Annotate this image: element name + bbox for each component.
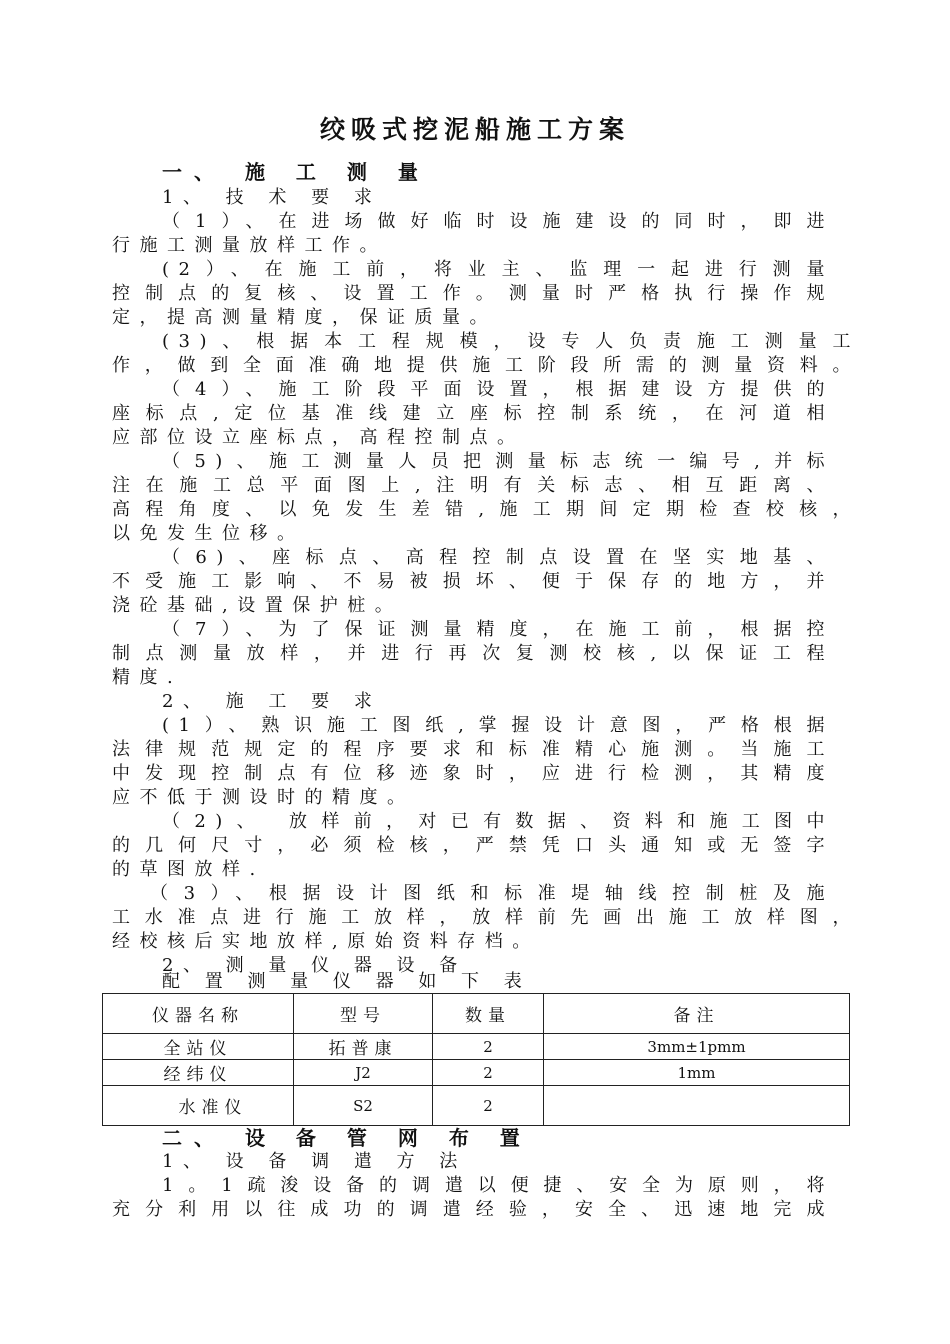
- section-1-heading: 一、 施 工 测 量: [162, 160, 430, 184]
- paragraph-line: 1。1疏浚设备的调遣以便捷、安全为原则，将: [162, 1175, 834, 1196]
- paragraph-line: 中发现控制点有位移迹象时，应进行检测，其精度: [112, 763, 834, 784]
- paragraph-line: 浇砼基础,设置保护桩。: [112, 595, 403, 616]
- paragraph-line: 不受施工影响、不易被损坏、便于保存的地方，并: [112, 571, 834, 592]
- table-header-row: [103, 994, 850, 1034]
- paragraph-line: 精度.: [112, 667, 183, 688]
- paragraph-line: (1）、熟识施工图纸,掌握设计意图，严格根据: [162, 715, 834, 736]
- paragraph-line: 应不低于测设时的精度。: [112, 787, 415, 808]
- table-row: [103, 1060, 850, 1086]
- table-cell: 全站仪: [103, 1034, 294, 1060]
- table-cell: 水准仪: [103, 1086, 294, 1126]
- table-row: [103, 1086, 850, 1126]
- table-cell: 2: [433, 1060, 544, 1086]
- document-title: 绞吸式挖泥船施工方案: [319, 115, 630, 144]
- paragraph-line: 充分利用以往成功的调遣经验，安全、迅速地完成: [112, 1199, 834, 1220]
- paragraph-line: 的几何尺寸，必须检核，严禁凭口头通知或无签字: [112, 835, 834, 856]
- paragraph-line: 应部位设立座标点，高程控制点。: [112, 427, 525, 448]
- subheading-technical-requirements: 1、 技 术 要 求: [162, 187, 382, 208]
- table-header-cell: 型号: [294, 994, 433, 1034]
- paragraph-line: 行施工测量放样工作。: [112, 235, 387, 256]
- paragraph-line: 经校核后实地放样,原始资料存档。: [112, 931, 540, 952]
- table-header-cell: 仪器名称: [103, 994, 294, 1034]
- paragraph-line: （4）、施工阶段平面设置，根据建设方提供的: [162, 379, 834, 400]
- paragraph-line: 法律规范规定的程序要求和标准精心施测。当施工: [112, 739, 834, 760]
- instrument-table: [102, 993, 850, 1126]
- paragraph-line: （6)、座标点、高程控制点设置在坚实地基、: [162, 547, 834, 568]
- subheading-construction-requirements: 2、 施 工 要 求: [162, 691, 382, 712]
- paragraph-line: 注在施工总平面图上,注明有关标志、相互距离、: [112, 475, 834, 496]
- table-caption: 配 置 测 量 仪 器 如 下 表: [162, 971, 532, 992]
- subheading-survey-instruments: 2、 测 量 仪 器 设 备: [162, 955, 467, 976]
- table-cell: J2: [294, 1060, 433, 1086]
- paragraph-line: 座标点,定位基准线建立座标控制系统，在河道相: [112, 403, 834, 424]
- paragraph-line: 控制点的复核、设置工作。测量时严格执行操作规: [112, 283, 834, 304]
- paragraph-line: （3）、根据设计图纸和标准堤轴线控制桩及施: [150, 883, 834, 904]
- paragraph-line: 定，提高测量精度，保证质量。: [112, 307, 497, 328]
- paragraph-line: （2)、 放样前，对已有数据、资料和施工图中: [162, 811, 834, 832]
- subheading-equipment-dispatch: 1、 设 备 调 遣 方 法: [162, 1151, 467, 1172]
- table-cell: 3mm±1pmm: [544, 1034, 850, 1060]
- paragraph-line: (3)、根据本工程规模，设专人负责施工测量工: [162, 331, 860, 352]
- paragraph-line: 的草图放样.: [112, 859, 265, 880]
- paragraph-line: 高程角度、以免发生差错,施工期间定期检查校核，: [112, 499, 860, 520]
- table-cell: [544, 1086, 850, 1126]
- table-cell: 1mm: [544, 1060, 850, 1086]
- paragraph-line: （7）、为了保证测量精度，在施工前，根据控: [162, 619, 834, 640]
- table-header-cell: 数量: [433, 994, 544, 1034]
- paragraph-line: 以免发生位移。: [112, 523, 305, 544]
- paragraph-line: （1）、在进场做好临时设施建设的同时，即进: [162, 211, 834, 232]
- section-2-heading: 二、 设 备 管 网 布 置: [162, 1126, 532, 1150]
- table-row: [103, 1034, 850, 1060]
- table-cell: 2: [433, 1034, 544, 1060]
- paragraph-line: 工水准点进行施工放样，放样前先画出施工放样图，: [112, 907, 860, 928]
- paragraph-line: （5)、施工测量人员把测量标志统一编号,并标: [162, 451, 834, 472]
- table-cell: 经纬仪: [103, 1060, 294, 1086]
- table-cell: 2: [433, 1086, 544, 1126]
- table-cell: S2: [294, 1086, 433, 1126]
- paragraph-line: (2）、在施工前，将业主、监理一起进行测量: [162, 259, 834, 280]
- table-cell: 拓普康: [294, 1034, 433, 1060]
- table-header-cell: 备注: [544, 994, 850, 1034]
- paragraph-line: 制点测量放样，并进行再次复测校核,以保证工程: [112, 643, 834, 664]
- paragraph-line: 作，做到全面准确地提供施工阶段所需的测量资料。: [112, 355, 860, 376]
